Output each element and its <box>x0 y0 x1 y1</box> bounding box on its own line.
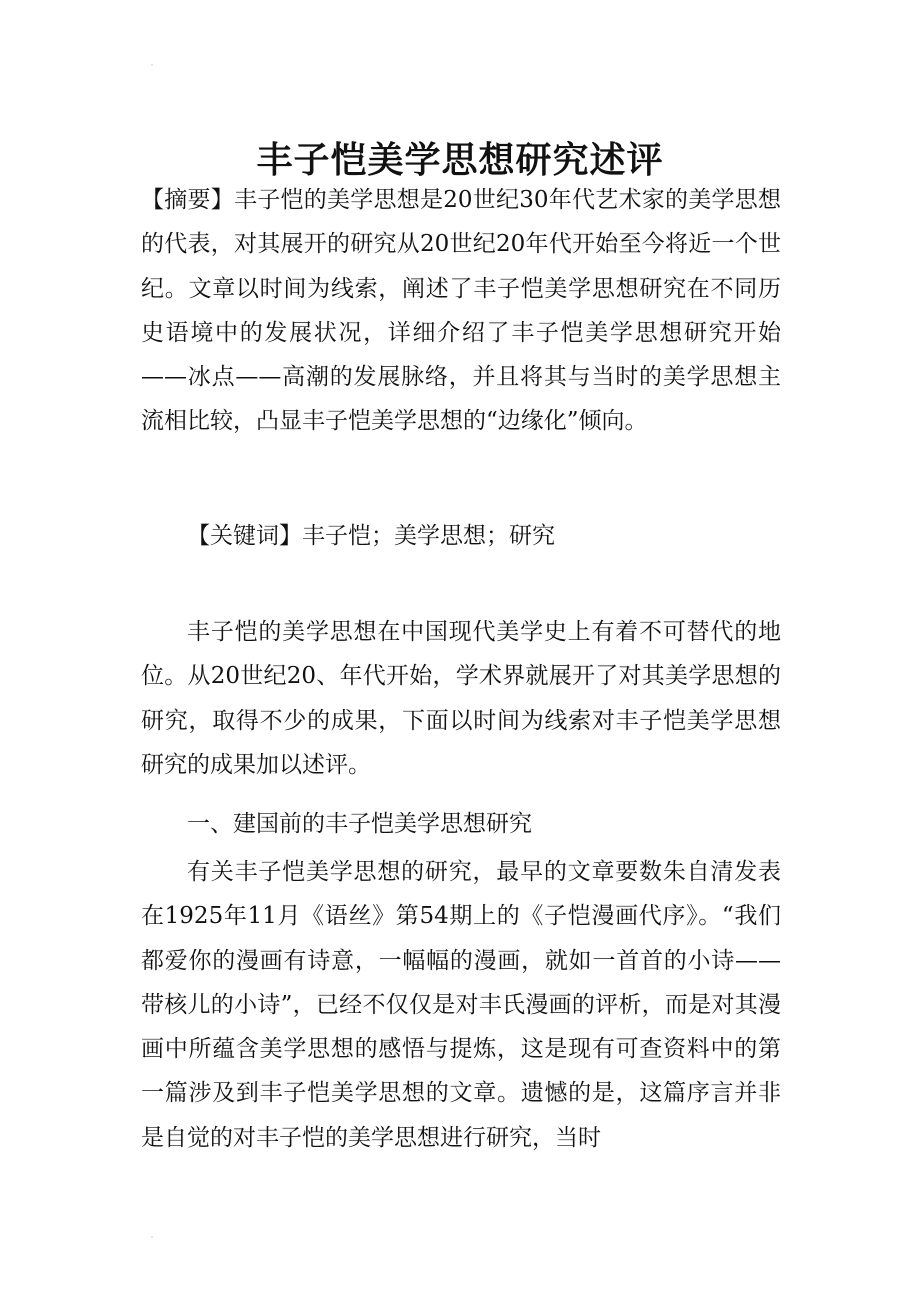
keywords-line: 【关键词】丰子恺；美学思想；研究 <box>187 523 555 549</box>
intro-paragraph: 丰子恺的美学思想在中国现代美学史上有着不可替代的地位。从20世纪20、年代开始，学术界就展开了对其美学思想的研究，取得不少的成果，下面以时间为线索对丰子恺美学思想研究的成果加以述评。 <box>141 619 781 778</box>
section-heading: 一、建国前的丰子恺美学思想研究 <box>187 811 532 837</box>
scan-speck-bottom <box>151 1236 153 1238</box>
body-paragraph: 有关丰子恺美学思想的研究，最早的文章要数朱自清发表在1925年11月《语丝》第54期上的《子恺漫画代序》。“我们都爱你的漫画有诗意，一幅幅的漫画，就如一首首的小诗——带核儿的小诗”，已经不仅仅是对丰氏漫画的评析，而是对其漫画中所蕴含美学思想的感悟与提炼，这是现有可查资料中的第一篇涉及到丰子恺美学思想的文章。遗憾的是，这篇序言并非是自觉的对丰子恺的美学思想进行研究，当时 <box>141 859 781 1151</box>
abstract-paragraph: 【摘要】丰子恺的美学思想是20世纪30年代艺术家的美学思想的代表，对其展开的研究从20世纪20年代开始至今将近一个世纪。文章以时间为线索，阐述了丰子恺美学思想研究在不同历史语境中的发展状况，详细介绍了丰子恺美学思想研究开始——冰点——高潮的发展脉络，并且将其与当时的美学思想主流相比较，凸显丰子恺美学思想的“边缘化”倾向。 <box>141 187 781 435</box>
scan-speck-top <box>151 64 153 66</box>
document-title: 丰子恺美学思想研究述评 <box>256 139 664 182</box>
